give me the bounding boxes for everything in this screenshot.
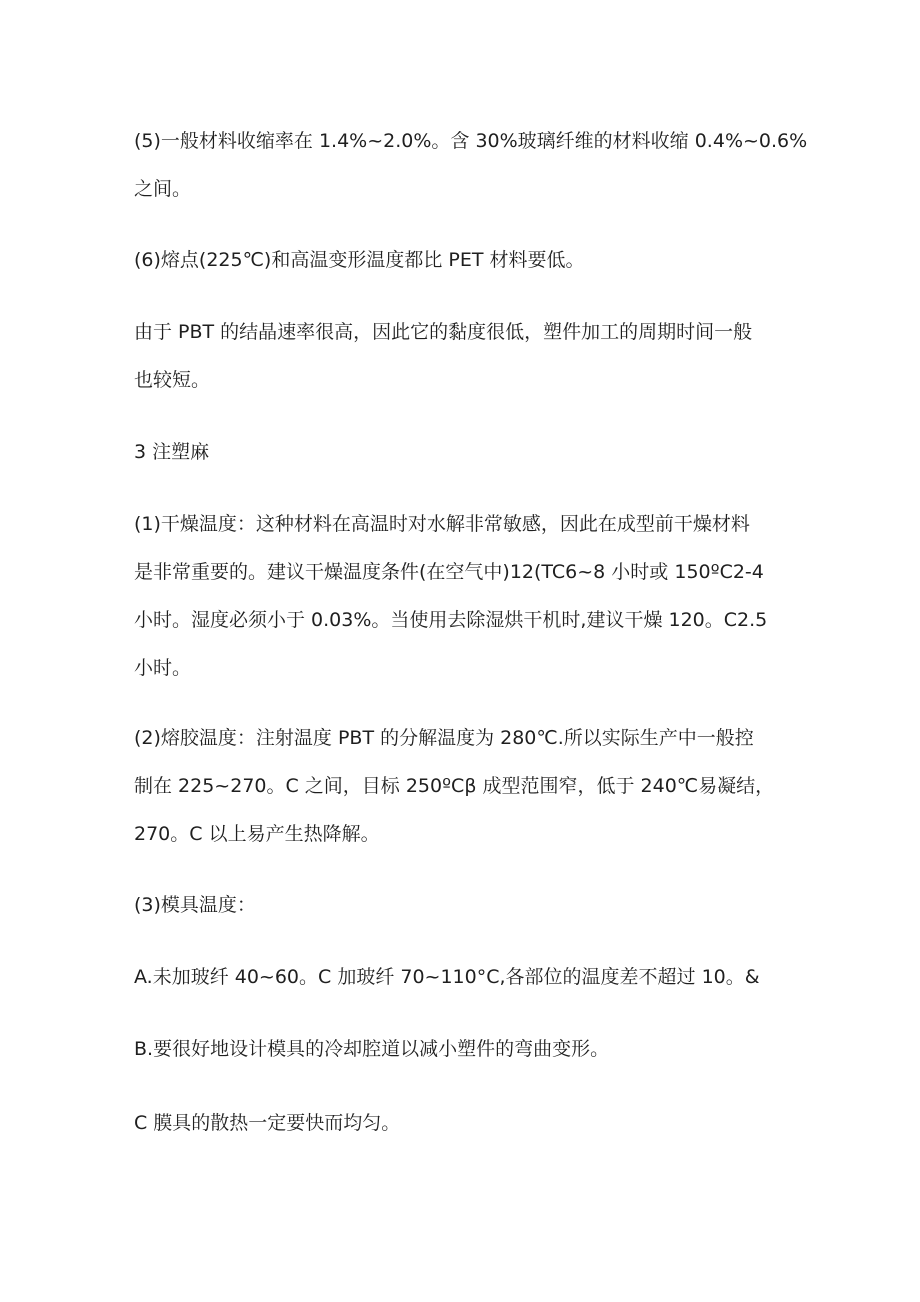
text-line: A.未加玻纤 40~60。C 加玻纤 70~110°C,各部位的温度差不超过 10。& — [134, 966, 760, 988]
text-line: 由于 PBT 的结晶速率很高，因此它的黏度很低，塑件加工的周期时间一般 — [134, 321, 753, 343]
text-line: 也较短。 — [134, 369, 211, 391]
paragraph-mold-temperature — [134, 881, 794, 929]
section-heading — [134, 428, 794, 476]
text-line: 制在 225~270。C 之间，目标 250ºCβ 成型范围窄，低于 240℃易凝结， — [134, 775, 775, 797]
text-line: B.要很好地设计模具的冷却腔道以减小塑件的弯曲变形。 — [134, 1038, 610, 1060]
text-line: (2)熔胶温度：注射温度 PBT 的分解温度为 280℃.所以实际生产中一般控 — [134, 727, 754, 749]
paragraph-crystallization — [134, 308, 794, 404]
text-line: (6)熔点(225℃)和高温变形温度都比 PET 材料要低。 — [134, 249, 585, 271]
text-line: 3 注塑麻 — [134, 441, 210, 463]
text-line: (3)模具温度： — [134, 894, 256, 916]
paragraph-item-c — [134, 1099, 794, 1147]
text-line: (1)干燥温度：这种材料在高温时对水解非常敏感，因此在成型前干燥材料 — [134, 513, 750, 535]
paragraph-item-a — [134, 953, 794, 1001]
paragraph-shrinkage — [134, 117, 808, 213]
text-line: 小时。湿度必须小于 0.03%。当使用去除湿烘干机时,建议干燥 120。C2.5 — [134, 609, 768, 631]
paragraph-drying-temperature — [134, 500, 794, 692]
text-line: 之间。 — [134, 178, 192, 200]
text-line: C 膜具的散热一定要快而均匀。 — [134, 1112, 401, 1134]
text-line: 270。C 以上易产生热降解。 — [134, 823, 380, 845]
text-line: 是非常重要的。建议干燥温度条件(在空气中)12(TC6~8 小时或 150ºC2-4 — [134, 561, 764, 583]
text-line: (5)一般材料收缩率在 1.4%~2.0%。含 30%玻璃纤维的材料收缩 0.4%~0.6% — [134, 130, 808, 152]
text-line: 小时。 — [134, 657, 192, 679]
paragraph-melt-temperature — [134, 714, 794, 858]
paragraph-item-b — [134, 1025, 794, 1073]
paragraph-melting-point — [134, 236, 794, 284]
